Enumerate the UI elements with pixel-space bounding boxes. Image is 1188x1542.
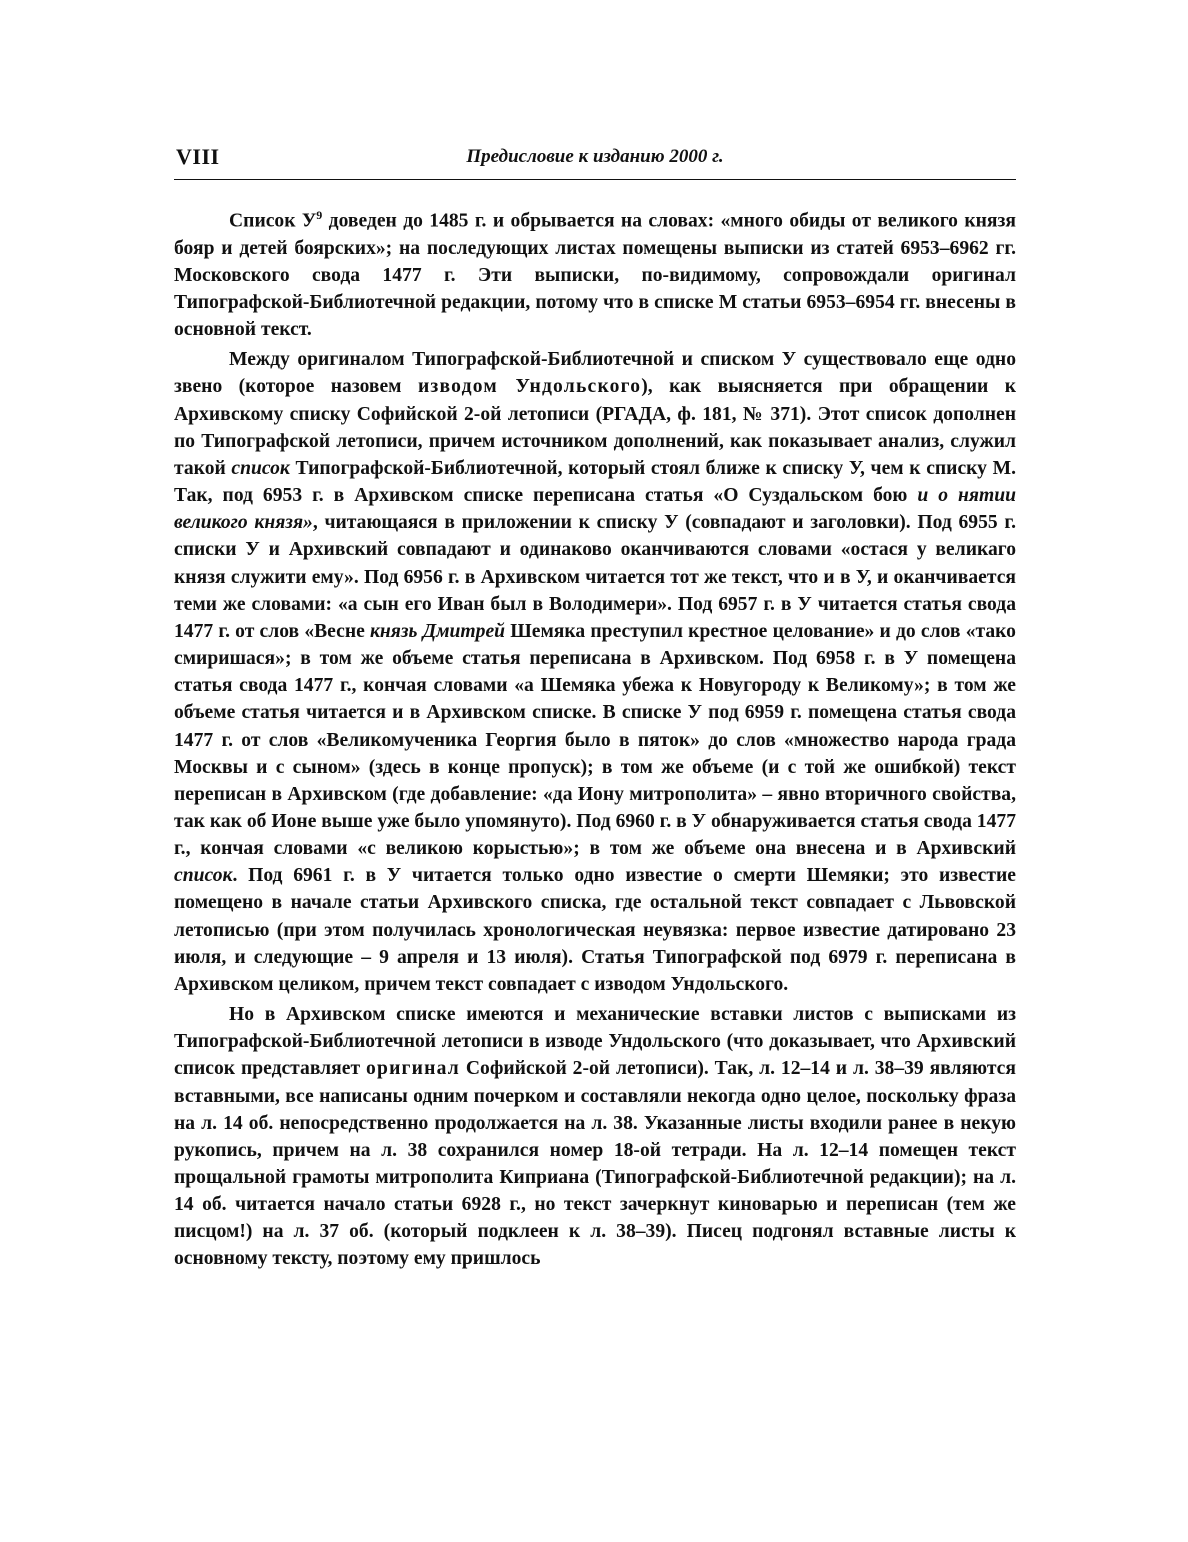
body-text [174,202,1016,1273]
p2-text-d: , читающаяся в приложении к списку У (совпадают и заголовки). Под 6955 г. списки У и Архивский совпадают и одинаково оканчиваются словами «остася у великаго князя служити ему». Под 6956 г. в Архивском читается тот же текст, что и в У, и оканчивается теми же словами: «а сын его Иван был в Володимери». Под 6957 г. в У читается статья свода 1477 г. от слов «Весне [174,512,1016,642]
header-rule [174,179,1016,180]
p2-italic-3: князь Дмитрей [370,620,506,642]
p2-text-c: Типографской-Библиотечной, который стоял ближе к списку У, чем к списку М. Так, под 6953 г. в Архивском списке переписана статья «О Суздальском бою [174,457,1016,507]
page-number: VIII [176,144,220,169]
p3-text-b: Софийской 2-ой летописи). Так, л. 12–14 и л. 38–39 являются вставными, все написаны одним почерком и составляли некогда одно целое, поскольку фраза на л. 14 об. непосредственно продолжается на л. 38. Указанные листы входили ранее в некую рукопись, причем на л. 38 сохранился номер 18-ой тетради. На л. 12–14 помещен текст прощальной грамоты митрополита Киприана (Типографской-Библиотечной редакции); на л. 14 об. читается начало статьи 6928 г., но текст зачеркнут киноварью и переписан (тем же писцом!) на л. 37 об. (который подклеен к л. 38–39). Писец подгонял вставные листы к основному тексту, поэтому ему пришлось [174,1058,1016,1270]
p1-text-a: Список У [229,210,317,232]
running-title: Предисловие к изданию 2000 г. [466,146,724,167]
paragraph-2 [174,346,1016,998]
p2-text-e: Шемяка преступил крестное целование» и до слов «тако смиришася»; в том же объеме статья переписана в Архивском. Под 6958 г. в У помещена статья свода 1477 г., кончая словами «а Шемяка убежа к Новугороду к Великому»; в том же объеме статья читается и в Архивском списке. В списке У под 6959 г. помещена статья свода 1477 г. от слов «Великомученика Георгия было в пяток» до слов «множество народа града Москвы и с сыном» (здесь в конце пропуск); в том же объеме (и с той же ошибкой) текст переписан в Архивском (где добавление: «да Иону митрополита» – явно вторичного свойства, так как об Ионе выше уже было упомянуто). Под 6960 г. в У обнаруживается статья свода 1477 г., кончая словами «с великою корыстью»; в том же объеме она внесена и в Архивский [174,620,1016,860]
p2-text-f: . Под 6961 г. в У читается только одно известие о смерти Шемяки; это известие помещено в начале статьи Архивского списка, где остальной текст совпадает с Львовской летописью (при этом получилась хронологическая неувязка: первое известие датировано 23 июля, и следующие – 9 апреля и 13 июля). Статья Типографской под 6979 г. переписана в Архивском целиком, причем текст совпадает с изводом Ундольского. [174,865,1016,995]
p2-text-a: Между оригиналом Типографской-Библиотечной и списком У существовало еще одно звено (которое назовем [174,349,1016,398]
p2-italic-1: список [231,457,290,479]
p3-text-a: Но в Архивском списке имеются и механические вставки листов с выписками из Типографской-Библиотечной летописи в изводе Ундольского (что доказывает, что Архивский список представляет [174,1004,1016,1080]
p3-emphasis: оригинал [365,1058,460,1080]
p2-emphasis: изводом Ундольского [417,376,642,398]
p2-italic-4: список [174,865,233,887]
footnote-marker: 9 [316,208,323,222]
p2-text-b: ), как выясняется при обращении к Архивскому списку Софийской 2-ой летописи (РГАДА, ф. 181, № 371). Этот список дополнен по Типографской летописи, причем источником дополнений, как показывает анализ, служил такой [174,376,1016,479]
p2-italic-2: и о нятии великого князя» [174,485,1016,534]
p1-text-b: доведен до 1485 г. и обрывается на словах: «много обиды от великого князя бояр и детей боярских»; на последующих листах помещены выписки из статей 6953–6962 гг. Московского свода 1477 г. Эти выписки, по-видимому, сопровождали оригинал Типографской-Библиотечной редакции, потому что в списке М статьи 6953–6954 гг. внесены в основной текст. [174,210,1016,341]
paragraph-1 [174,202,1016,343]
paragraph-3 [174,1001,1016,1273]
page-header [174,140,1016,176]
